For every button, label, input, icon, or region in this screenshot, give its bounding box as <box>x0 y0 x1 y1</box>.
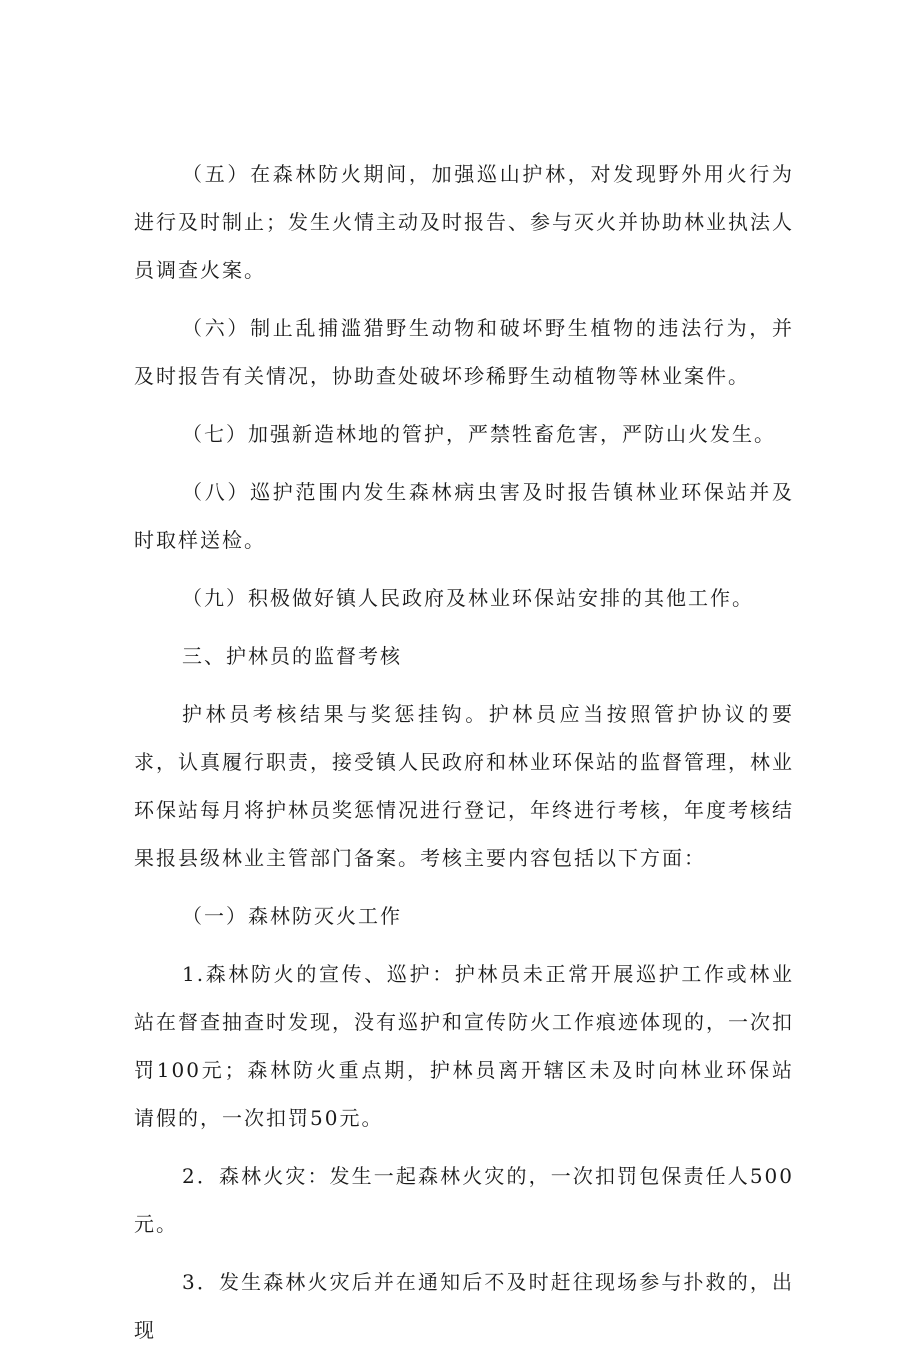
paragraph-duty-6: （六）制止乱捕滥猎野生动物和破坏野生植物的违法行为，并及时报告有关情况，协助查处破坏珍稀野生动植物等林业案件。 <box>134 316 794 388</box>
paragraph-item-3: 3．发生森林火灾后并在通知后不及时赶往现场参与扑救的，出现 <box>134 1270 794 1342</box>
document-body <box>134 150 794 1364</box>
paragraph-assessment-intro: 护林员考核结果与奖惩挂钩。护林员应当按照管护协议的要求，认真履行职责，接受镇人民政府和林业环保站的监督管理，林业环保站每月将护林员奖惩情况进行登记，年终进行考核，年度考核结果报县级林业主管部门备案。考核主要内容包括以下方面： <box>134 702 794 870</box>
paragraph-duty-8: （八）巡护范围内发生森林病虫害及时报告镇林业环保站并及时取样送检。 <box>134 480 794 552</box>
paragraph-duty-7: （七）加强新造林地的管护，严禁牲畜危害，严防山火发生。 <box>182 422 776 446</box>
section-heading-3: 三、护林员的监督考核 <box>182 644 402 668</box>
paragraph-item-2: 2．森林火灾：发生一起森林火灾的，一次扣罚包保责任人500元。 <box>134 1164 794 1236</box>
subsection-heading-1: （一）森林防灭火工作 <box>182 904 402 928</box>
paragraph-duty-5: （五）在森林防火期间，加强巡山护林，对发现野外用火行为进行及时制止；发生火情主动及时报告、参与灭火并协助林业执法人员调查火案。 <box>134 162 794 282</box>
paragraph-item-1: 1.森林防火的宣传、巡护：护林员未正常开展巡护工作或林业站在督查抽查时发现，没有巡护和宣传防火工作痕迹体现的，一次扣罚100元；森林防火重点期，护林员离开辖区未及时向林业环保站请假的，一次扣罚50元。 <box>134 962 794 1130</box>
paragraph-duty-9: （九）积极做好镇人民政府及林业环保站安排的其他工作。 <box>182 586 754 610</box>
